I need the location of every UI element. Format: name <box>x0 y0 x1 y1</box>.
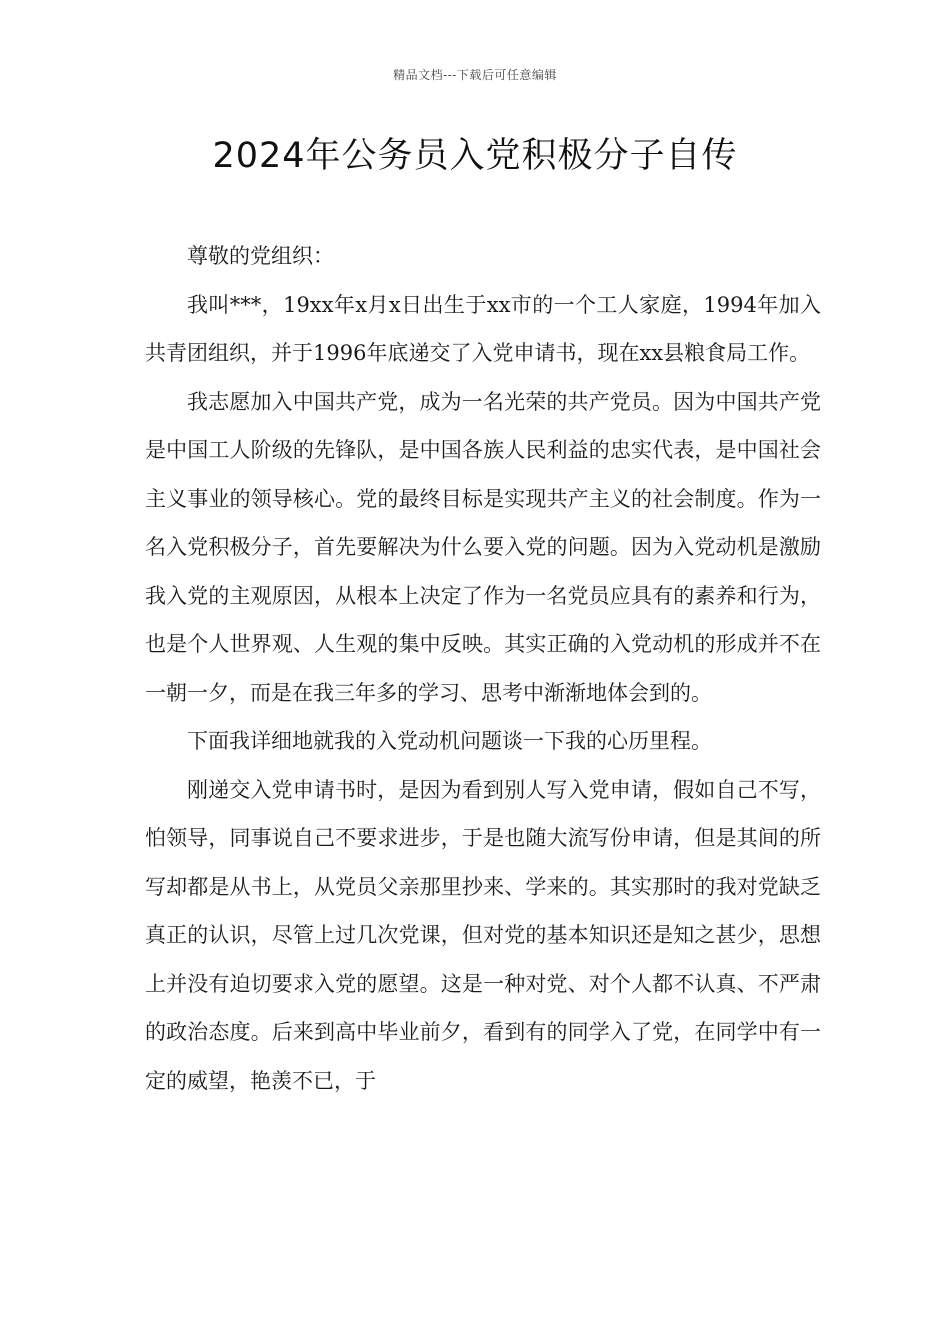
paragraph-3: 下面我详细地就我的入党动机问题谈一下我的心历里程。 <box>187 729 712 753</box>
document-title: 2024年公务员入党积极分子自传 <box>212 136 738 176</box>
salutation: 尊敬的党组织： <box>187 244 334 268</box>
paragraph-4: 刚递交入党申请书时，是因为看到别人写入党申请，假如自己不写，怕领导，同事说自己不要求进步，于是也随大流写份申请，但是其间的所写却都是从书上，从党员父亲那里抄来、学来的。其实那时的我对党缺乏真正的认识，尽管上过几次党课，但对党的基本知识还是知之甚少，思想上并没有迫切要求入党的愿望。这是一种对党、对个人都不认真、不严肃的政治态度。后来到高中毕业前夕，看到有的同学入了党，在同学中有一定的威望，艳羡不已，于 <box>145 777 821 1093</box>
paragraph-1: 我叫***，19xx年x月x日出生于xx市的一个工人家庭，1994年加入共青团组织，并于1996年底递交了入党申请书，现在xx县粮食局工作。 <box>145 292 821 365</box>
header-note: 精品文档---下载后可任意编辑 <box>393 68 557 82</box>
document-body <box>145 232 821 1105</box>
paragraph-2: 我志愿加入中国共产党，成为一名光荣的共产党员。因为中国共产党是中国工人阶级的先锋队，是中国各族人民利益的忠实代表，是中国社会主义事业的领导核心。党的最终目标是实现共产主义的社会制度。作为一名入党积极分子，首先要解决为什么要入党的问题。因为入党动机是激励我入党的主观原因，从根本上决定了作为一名党员应具有的素养和行为，也是个人世界观、人生观的集中反映。其实正确的入党动机的形成并不在一朝一夕，而是在我三年多的学习、思考中渐渐地体会到的。 <box>145 389 821 705</box>
